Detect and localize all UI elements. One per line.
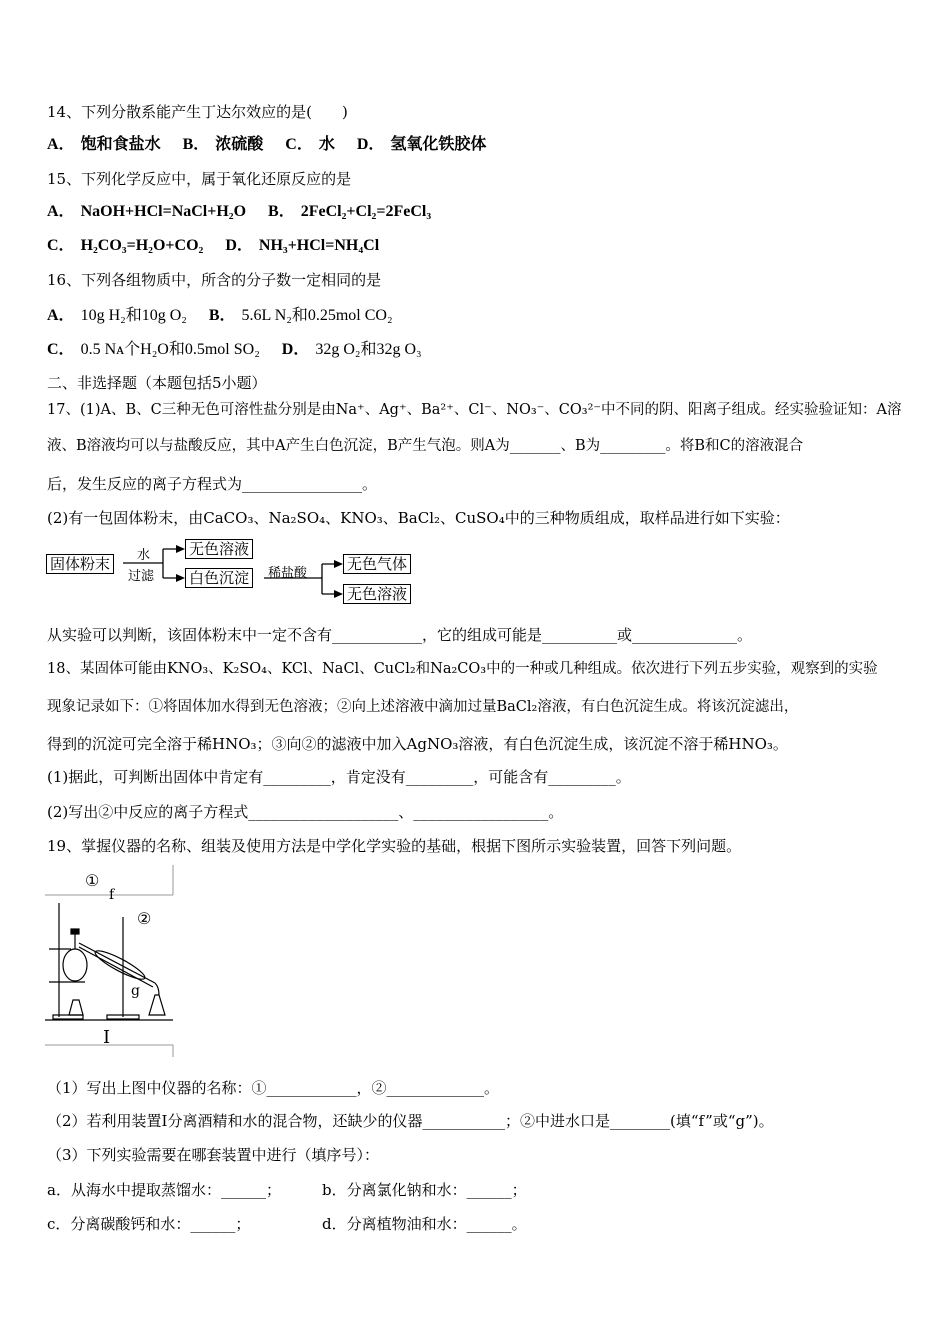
- option-text: 2FeCl₂+Cl₂=2FeCl₃: [300, 203, 432, 220]
- flow-label: 水: [137, 548, 151, 563]
- option-text: 氢氧化铁胶体: [390, 136, 487, 153]
- q18-line: 现象记录如下：①将固体加水得到无色溶液；②向上述溶液中滴加过量BaCl₂溶液，有白色沉淀生成。将该沉淀滤出，: [47, 699, 799, 715]
- label-g: g: [131, 983, 140, 999]
- flow-box: 白色沉淀: [185, 568, 253, 588]
- option-letter: B．: [208, 307, 236, 324]
- q18-line: (1)据此，可判断出固体中肯定有_________，肯定没有_________，可能含有_________。: [47, 768, 631, 786]
- label-1: ①: [85, 871, 100, 890]
- option-text: NH₃+HCl=NH₄Cl: [258, 237, 380, 254]
- flow-box: 无色溶液: [185, 539, 253, 559]
- option-text: NaOH+HCl=NaCl+H₂O: [80, 203, 247, 220]
- option-text: 浓硫酸: [215, 136, 264, 153]
- q19-item: b．分离氯化钠和水：______；: [322, 1181, 527, 1199]
- q14-stem: 14、下列分散系能产生丁达尔效应的是( ): [47, 103, 348, 121]
- flow-box: 无色溶液: [343, 584, 411, 604]
- option-letter: B．: [182, 136, 210, 153]
- q17-line: (2)有一包固体粉末，由CaCO₃、Na₂SO₄、KNO₃、BaCl₂、CuSO₄中的三种物质组成，取样品进行如下实验：: [47, 509, 790, 527]
- label-f: f: [109, 887, 115, 903]
- flow-label: 稀盐酸: [268, 566, 308, 581]
- option-text: 0.5 Nᴀ个H₂O和0.5mol SO₂: [80, 341, 260, 358]
- option-text: H₂CO₃=H₂O+CO₂: [80, 237, 204, 254]
- option-letter: A．: [47, 203, 75, 220]
- q15-stem: 15、下列化学反应中，属于氧化还原反应的是: [47, 170, 352, 188]
- option-letter: D．: [281, 341, 310, 358]
- label-2: ②: [137, 909, 152, 928]
- q17-line: 液、B溶液均可以与盐酸反应，其中A产生白色沉淀，B产生气泡。则A为_______、B为_________。将B和C的溶液混合: [47, 438, 804, 454]
- q17-line: 从实验可以判断，该固体粉末中一定不含有____________，它的组成可能是__________或______________。: [47, 626, 753, 644]
- section-heading: 二、非选择题（本题包括5小题）: [47, 374, 267, 392]
- figure-caption: I: [103, 1027, 111, 1048]
- q19-item: c．分离碳酸钙和水：______；: [47, 1215, 251, 1233]
- q19-line: （2）若利用装置I分离酒精和水的混合物，还缺少的仪器___________；②中进水口是________(填“f”或“g”)。: [47, 1112, 774, 1130]
- option-letter: A．: [47, 136, 75, 153]
- option-text: 32g O₂和32g O₃: [315, 341, 422, 358]
- option-letter: C．: [47, 237, 75, 254]
- distillation-apparatus-figure: [45, 865, 175, 1057]
- q16-stem: 16、下列各组物质中，所含的分子数一定相同的是: [47, 271, 382, 289]
- option-letter: D．: [356, 136, 385, 153]
- option-letter: B．: [268, 203, 295, 220]
- q18-line: (2)写出②中反应的离子方程式____________________、__________________。: [47, 803, 564, 821]
- flow-box: 无色气体: [343, 554, 411, 574]
- option-letter: D．: [225, 237, 253, 254]
- flow-label: 过滤: [128, 569, 155, 584]
- option-text: 10g H₂和10g O₂: [80, 307, 187, 324]
- q18-line: 得到的沉淀可完全溶于稀HNO₃；③向②的滤液中加入AgNO₃溶液，有白色沉淀生成，该沉淀不溶于稀HNO₃。: [47, 735, 788, 753]
- q19-item: d．分离植物油和水：______。: [322, 1215, 527, 1233]
- q19-stem: 19、掌握仪器的名称、组装及使用方法是中学化学实验的基础，根据下图所示实验装置，回答下列问题。: [47, 837, 742, 855]
- option-letter: C．: [285, 136, 313, 153]
- flow-arrows: [0, 0, 950, 620]
- q19-line: （3）下列实验需要在哪套装置中进行（填序号）：: [47, 1146, 380, 1164]
- q17-line: 17、(1)A、B、C三种无色可溶性盐分别是由Na⁺、Ag⁺、Ba²⁺、Cl⁻、NO₃⁻、CO₃²⁻中不同的阴、阳离子组成。经实验验证知：A溶: [47, 402, 902, 418]
- q19-line: （1）写出上图中仪器的名称：①____________，②_____________。: [47, 1079, 500, 1097]
- flow-box-start: 固体粉末: [46, 554, 114, 574]
- option-letter: C．: [47, 341, 75, 358]
- option-text: 水: [318, 136, 335, 153]
- q19-item: a．从海水中提取蒸馏水：______；: [47, 1181, 281, 1199]
- q17-line: 后，发生反应的离子方程式为________________。: [47, 475, 378, 493]
- option-text: 5.6L N₂和0.25mol CO₂: [241, 307, 393, 324]
- option-letter: A．: [47, 307, 75, 324]
- option-text: 饱和食盐水: [80, 136, 161, 153]
- q18-line: 18、某固体可能由KNO₃、K₂SO₄、KCl、NaCl、CuCl₂和Na₂CO₃中的一种或几种组成。依次进行下列五步实验，观察到的实验: [47, 661, 878, 677]
